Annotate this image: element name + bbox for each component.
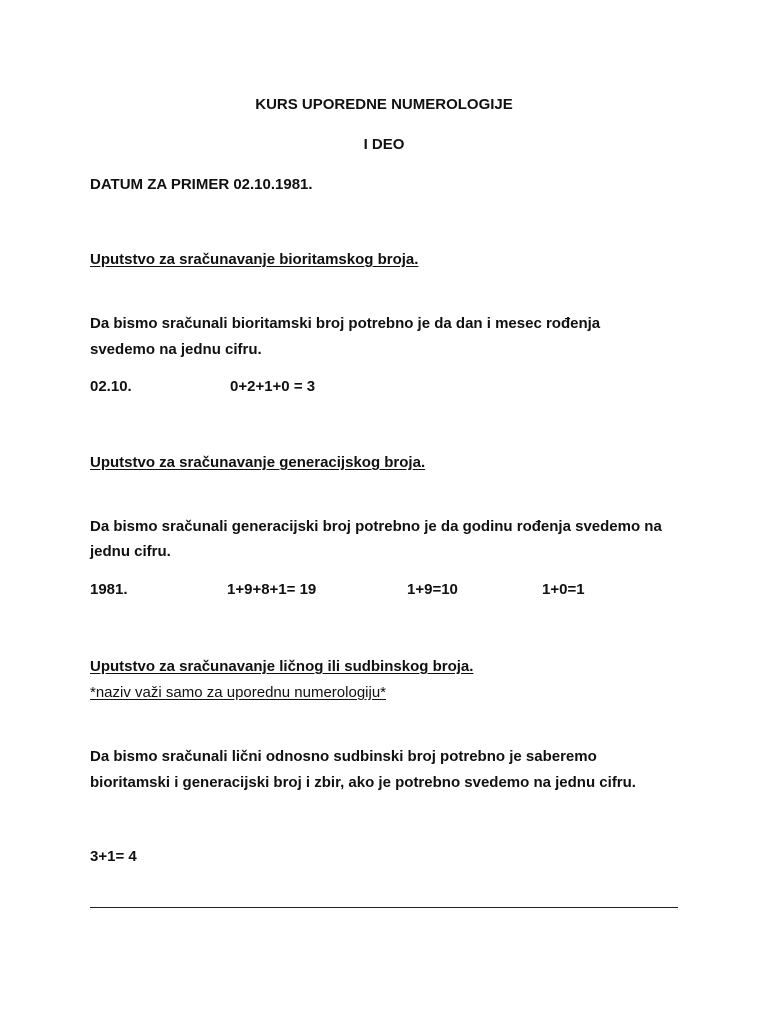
generation-calc-step3: 1+0=1	[542, 581, 585, 598]
part-label: I DEO	[363, 136, 405, 153]
generation-calc-step1: 1+9+8+1= 19	[227, 581, 317, 598]
generation-calc-step2: 1+9=10	[407, 581, 458, 598]
biorhythm-calc-step1: 0+2+1+0 = 3	[230, 378, 316, 395]
horizontal-rule	[90, 907, 678, 908]
personal-heading: Uputstvo za sračunavanje ličnog ili sudbinskog broja.	[90, 658, 474, 675]
personal-calc: 3+1= 4	[90, 848, 137, 865]
biorhythm-calc-label: 02.10.	[90, 378, 132, 395]
generation-text-line1: Da bismo sračunali generacijski broj potrebno je da godinu rođenja svedemo na	[90, 518, 662, 535]
generation-calc-label: 1981.	[90, 581, 128, 598]
biorhythm-text-line2: svedemo na jednu cifru.	[90, 341, 262, 358]
personal-text-line1: Da bismo sračunali lični odnosno sudbinski broj potrebno je saberemo	[90, 748, 597, 765]
personal-text-line2: bioritamski i generacijski broj i zbir, ako je potrebno svedemo na jednu cifru.	[90, 774, 636, 791]
generation-heading: Uputstvo za sračunavanje generacijskog broja.	[90, 454, 426, 471]
biorhythm-text-line1: Da bismo sračunali bioritamski broj potrebno je da dan i mesec rođenja	[90, 315, 601, 332]
page-title: KURS UPOREDNE NUMEROLOGIJE	[255, 96, 513, 113]
personal-note: *naziv važi samo za uporednu numerologiju*	[90, 684, 387, 701]
generation-text-line2: jednu cifru.	[90, 543, 171, 560]
example-date: DATUM ZA PRIMER 02.10.1981.	[90, 176, 313, 193]
biorhythm-heading: Uputstvo za sračunavanje bioritamskog broja.	[90, 251, 419, 268]
